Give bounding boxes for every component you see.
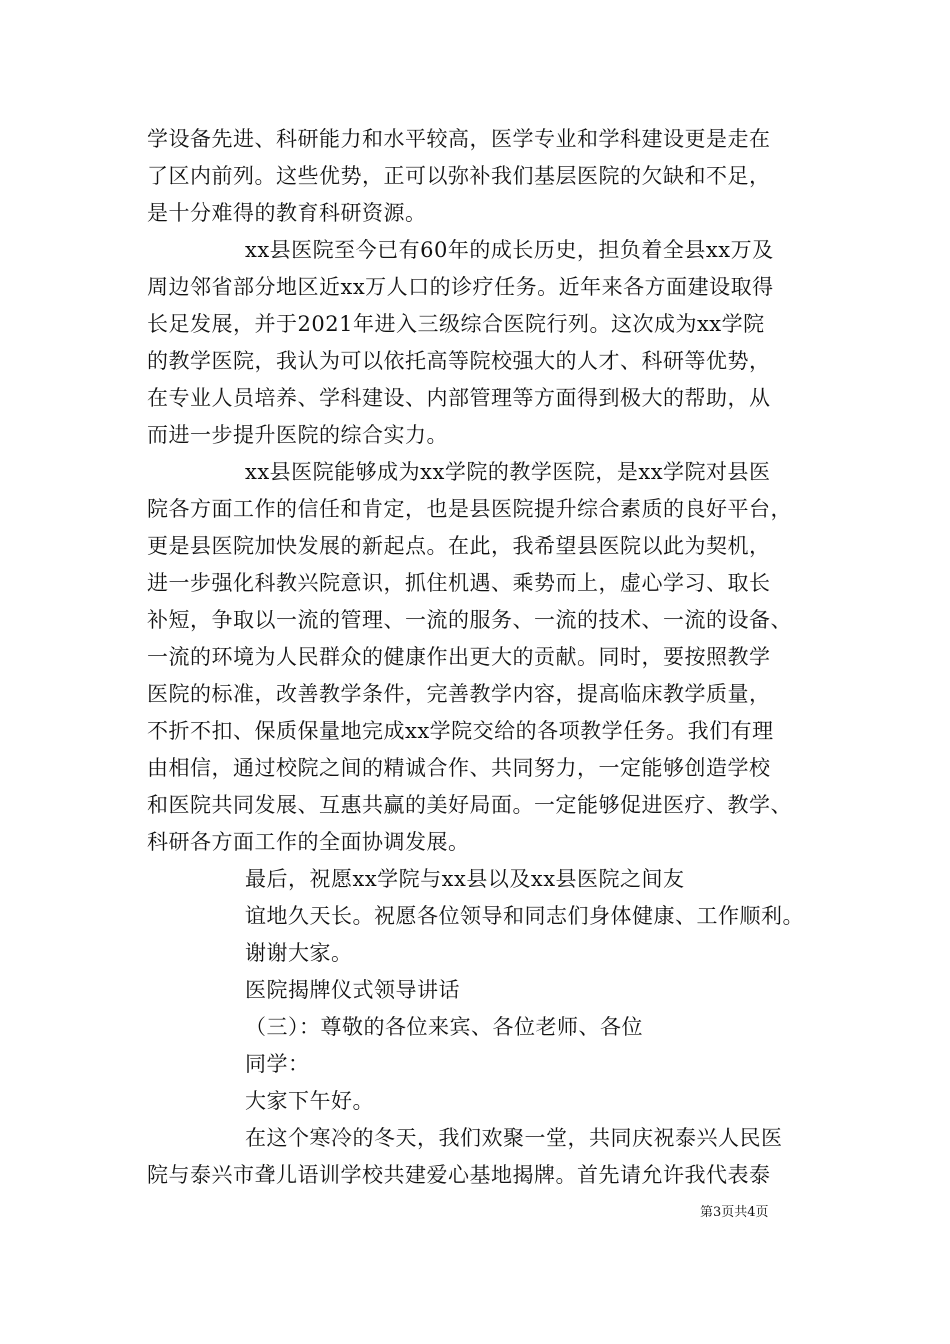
body-text-line: 医院的标准，改善教学条件，完善教学内容，提高临床教学质量， xyxy=(147,682,771,706)
body-text-line: 科研各方面工作的全面协调发展。 xyxy=(147,830,470,854)
closing-text-line: 最后，祝愿xx学院与xx县以及xx县医院之间友 xyxy=(245,867,685,891)
paragraph-start-line: 在这个寒冷的冬天，我们欢聚一堂，共同庆祝泰兴人民医 xyxy=(245,1126,783,1150)
greeting-line: 大家下午好。 xyxy=(245,1089,374,1113)
body-text-line: 长足发展，并于2021年进入三级综合医院行列。这次成为xx学院 xyxy=(147,312,765,336)
salutation-line: （三）：尊敬的各位来宾、各位老师、各位 xyxy=(245,1015,643,1039)
page-number-footer: 第3页共4页 xyxy=(700,1205,769,1220)
body-text-line: 一流的环境为人民群众的健康作出更大的贡献。同时，要按照教学 xyxy=(147,645,771,669)
body-text-line: 了区内前列。这些优势，正可以弥补我们基层医院的欠缺和不足， xyxy=(147,164,771,188)
body-text-line: 在专业人员培养、学科建设、内部管理等方面得到极大的帮助，从 xyxy=(147,386,771,410)
body-text-line: 而进一步提升医院的综合实力。 xyxy=(147,423,448,447)
body-text-line: 进一步强化科教兴院意识，抓住机遇、乘势而上，虚心学习、取长 xyxy=(147,571,771,595)
body-text-line: 由相信，通过校院之间的精诚合作、共同努力，一定能够创造学校 xyxy=(147,756,771,780)
salutation-line: 同学： xyxy=(245,1052,310,1076)
body-text-line: 院与泰兴市聋儿语训学校共建爱心基地揭牌。首先请允许我代表泰 xyxy=(147,1163,771,1187)
body-text-line: 学设备先进、科研能力和水平较高，医学专业和学科建设更是走在 xyxy=(147,127,771,151)
paragraph-start-line: xx县医院能够成为xx学院的教学医院，是xx学院对县医 xyxy=(245,460,771,484)
body-text-line: 更是县医院加快发展的新起点。在此，我希望县医院以此为契机， xyxy=(147,534,771,558)
body-text-line: 院各方面工作的信任和肯定，也是县医院提升综合素质的良好平台， xyxy=(147,497,792,521)
section-heading: 医院揭牌仪式领导讲话 xyxy=(245,978,460,1002)
body-text-line: 周边邻省部分地区近xx万人口的诊疗任务。近年来各方面建设取得 xyxy=(147,275,774,299)
body-text-line: 是十分难得的教育科研资源。 xyxy=(147,201,427,225)
body-text-line: 和医院共同发展、互惠共赢的美好局面。一定能够促进医疗、教学、 xyxy=(147,793,792,817)
body-text-line: 补短，争取以一流的管理、一流的服务、一流的技术、一流的设备、 xyxy=(147,608,792,632)
closing-text-line: 谊地久天长。祝愿各位领导和同志们身体健康、工作顺利。 xyxy=(245,904,804,928)
closing-text-line: 谢谢大家。 xyxy=(245,941,353,965)
paragraph-start-line: xx县医院至今已有60年的成长历史，担负着全县xx万及 xyxy=(245,238,774,262)
body-text-line: 的教学医院，我认为可以依托高等院校强大的人才、科研等优势， xyxy=(147,349,771,373)
body-text-line: 不折不扣、保质保量地完成xx学院交给的各项教学任务。我们有理 xyxy=(147,719,774,743)
